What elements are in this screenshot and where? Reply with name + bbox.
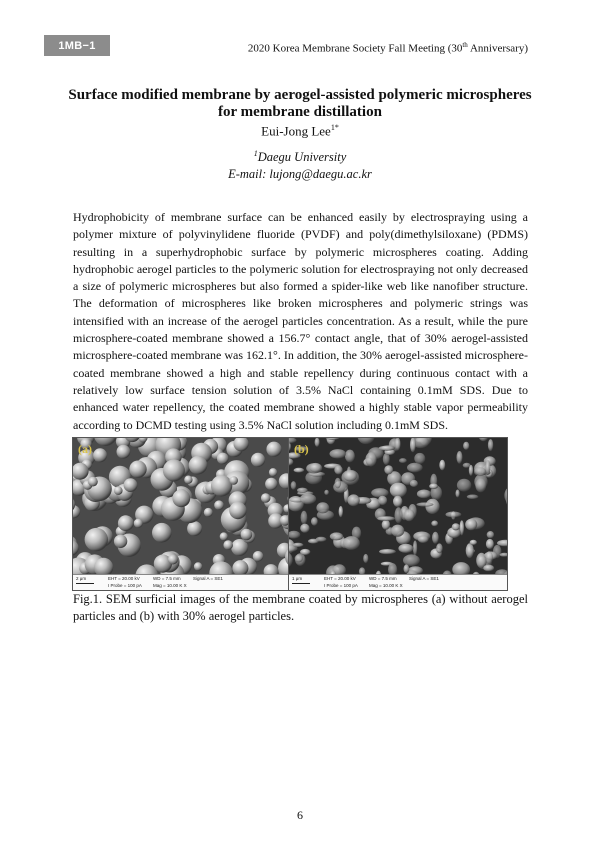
microsphere — [229, 476, 238, 485]
aerogel-particle — [486, 460, 491, 475]
header-superscript: th — [462, 41, 468, 49]
microsphere — [269, 468, 277, 476]
session-badge: 1MB−1 — [44, 35, 110, 56]
aerogel-particle — [446, 512, 462, 518]
aerogel-particle — [418, 536, 429, 543]
microsphere — [117, 445, 131, 459]
aerogel-particle — [345, 450, 355, 463]
aerogel-particle — [316, 537, 327, 542]
aerogel-particle — [486, 539, 494, 549]
microsphere — [184, 476, 192, 484]
aerogel-particle — [417, 502, 434, 506]
signal-b: Signal A = SE1 — [409, 576, 439, 581]
aerogel-particle — [330, 449, 347, 458]
aerogel-particle — [470, 540, 477, 545]
figure-caption: Fig.1. SEM surficial images of the membrane coated by microspheres (a) without aerogel particles and (b) with 30% aerogel particles. — [73, 592, 528, 623]
aerogel-particle — [316, 502, 329, 513]
aerogel-particle — [365, 452, 376, 466]
aerogel-particle — [293, 543, 304, 547]
aerogel-particle — [432, 532, 439, 544]
sem-image-b — [288, 437, 508, 591]
aerogel-particle — [457, 451, 463, 464]
aerogel-particle — [343, 536, 360, 550]
microsphere — [129, 461, 146, 478]
aerogel-particle — [407, 463, 423, 473]
microsphere — [241, 529, 253, 541]
aerogel-particle — [452, 523, 460, 530]
mag-a: Mag = 10.00 K X — [153, 583, 187, 588]
microspheres-texture — [73, 438, 291, 575]
aerogel-particle — [297, 488, 308, 493]
aerogel-particle — [395, 438, 401, 451]
aerogel-particle — [488, 439, 493, 451]
microsphere — [194, 562, 202, 570]
author-superscript: 1* — [330, 123, 339, 132]
aerogel-particle — [439, 460, 445, 471]
microsphere — [168, 555, 178, 565]
aerogel-particle — [399, 458, 407, 463]
aerogel-particle — [475, 479, 486, 493]
microsphere — [211, 475, 232, 496]
microsphere — [134, 519, 143, 528]
sem-data-bar-a — [73, 574, 291, 590]
scale-label-b: 1 μm — [292, 576, 303, 581]
aerogel-particle — [390, 483, 407, 498]
aerogel-particle — [413, 541, 417, 556]
microsphere — [261, 493, 271, 503]
microsphere — [229, 502, 246, 519]
figure-label-b: (b) — [294, 442, 309, 456]
aerogel-particle — [410, 438, 416, 452]
mag-b: Mag = 10.00 K X — [369, 583, 403, 588]
microsphere — [114, 535, 127, 548]
aerogel-particle — [295, 554, 303, 562]
aerogel-particle — [301, 511, 308, 525]
aerogel-particle — [465, 519, 477, 531]
aerogel-particle — [487, 531, 494, 538]
aerogel-particle — [398, 544, 413, 553]
scale-bar-b — [292, 583, 310, 584]
eht-b: EHT = 20.00 kV — [324, 576, 356, 581]
aerogel-particle — [483, 565, 494, 572]
aerogel-particle — [300, 524, 309, 533]
aerogel-particle — [431, 521, 438, 527]
aerogel-particle — [466, 543, 474, 558]
microsphere — [124, 478, 138, 492]
microsphere — [220, 532, 228, 540]
aerogel-particle — [429, 484, 438, 489]
microsphere — [251, 453, 265, 467]
microsphere — [88, 477, 98, 487]
aerogel-particle — [485, 551, 493, 564]
affiliation-superscript: 1 — [253, 149, 258, 158]
aerogel-particle — [300, 494, 316, 505]
microsphere — [253, 551, 264, 562]
affiliation — [0, 145, 600, 183]
aerogel-particle — [463, 442, 469, 450]
aerogel-particle — [467, 495, 479, 500]
aerogel-particle — [457, 479, 471, 492]
aerogel-particle — [410, 480, 418, 487]
aerogel-particle — [291, 481, 297, 490]
aerogel-particle — [379, 446, 395, 451]
microsphere — [223, 540, 233, 550]
email: E-mail: lujong@daegu.ac.kr — [228, 167, 372, 182]
microsphere — [163, 459, 185, 481]
microsphere — [85, 528, 108, 551]
aerogel-particle — [300, 549, 310, 555]
sem-image-a — [72, 437, 292, 591]
microsphere — [172, 489, 190, 507]
aerogel-particle — [395, 507, 403, 523]
aerogel-particle — [436, 543, 443, 553]
aerogel-web-texture — [289, 438, 507, 575]
iprobe-a: I Probe = 100 pA — [108, 583, 142, 588]
author — [0, 123, 600, 139]
aerogel-particle — [456, 490, 460, 498]
microsphere — [93, 448, 107, 462]
paper-title — [40, 87, 560, 121]
aerogel-particle — [315, 438, 320, 447]
aerogel-particle — [339, 506, 343, 517]
microsphere — [217, 453, 229, 465]
aerogel-particle — [311, 517, 318, 525]
header-text: 2020 Korea Membrane Society Fall Meeting (30 — [247, 42, 463, 55]
aerogel-particle — [414, 453, 425, 464]
microsphere — [189, 456, 208, 475]
sem-data-bar-b — [289, 574, 507, 590]
wd-b: WD = 7.5 mm — [369, 576, 397, 581]
aerogel-particle — [393, 496, 402, 507]
aerogel-particle — [404, 509, 415, 521]
microsphere — [214, 500, 224, 510]
signal-a: Signal A = SE1 — [193, 576, 223, 581]
aerogel-particle — [379, 549, 396, 554]
title-line-2: for membrane distillation — [218, 104, 382, 120]
aerogel-particle — [344, 471, 357, 482]
aerogel-particle — [404, 564, 410, 573]
aerogel-particle — [391, 525, 404, 537]
aerogel-particle — [294, 468, 305, 473]
iprobe-b: I Probe = 100 pA — [324, 583, 358, 588]
scale-bar-a — [76, 583, 94, 584]
microsphere — [118, 515, 134, 531]
aerogel-particle — [474, 467, 486, 476]
aerogel-particle — [382, 520, 390, 530]
microsphere — [265, 478, 277, 490]
eht-a: EHT = 20.00 kV — [108, 576, 140, 581]
microsphere — [152, 523, 172, 543]
aerogel-particle — [347, 494, 359, 506]
microsphere — [114, 486, 123, 495]
affiliation-name: Daegu University — [257, 150, 347, 165]
aerogel-particle — [384, 465, 393, 474]
header-text-end: Anniversary) — [467, 42, 528, 55]
conference-header — [248, 41, 528, 55]
microsphere — [266, 442, 281, 457]
affiliation-line — [0, 145, 600, 166]
aerogel-particle — [371, 488, 388, 497]
abstract — [73, 209, 528, 434]
scale-label-a: 2 μm — [76, 576, 87, 581]
aerogel-particle — [310, 463, 322, 473]
microsphere — [204, 508, 213, 517]
aerogel-particle — [469, 465, 473, 476]
aerogel-particle — [377, 516, 395, 521]
title-line-1: Surface modified membrane by aerogel-assisted polymeric microspheres — [68, 87, 532, 103]
abstract-text: Hydrophobicity of membrane surface can be enhanced easily by electrospraying using a polymer mixture of polyvinylidene fluoride (PVDF) and poly(dimethylsiloxane) (PDMS) resulting in a superhydrophobic surface by polymeric microspheres coating. Adding hydrophobic aerogel particles to the polymeric solution for electrospraying not only decreased a size of polymeric microspheres but also formed a spider-like web like nanofiber structure. The deformation of microspheres like broken microspheres and polymeric strings was intensified with an increase of the aerogel particles concentration. As a result, while the pure microsphere-coated membrane showed a 156.7° contact angle, that of 30% aerogel-assisted microsphere-coated membrane was 162.1°. In addition, the 30% aerogel-assisted microsphere-coated membrane showed a high and stable repellency during continuous contact with a relatively low surface tension solution of 3.5% NaCl containing 0.1mM SDS. Due to enhanced water repellency, the coated membrane showed a highly stable vapor permeability according to DCMD testing using 3.5% NaCl solution including 0.1mM SDS. — [73, 210, 528, 432]
aerogel-particle — [363, 554, 368, 563]
aerogel-particle — [330, 532, 343, 540]
aerogel-particle — [417, 490, 431, 499]
aerogel-particle — [403, 554, 420, 566]
figure-label-a: (a) — [78, 442, 92, 456]
aerogel-particle — [335, 478, 341, 489]
aerogel-particle — [378, 496, 387, 505]
author-name: Eui-Jong Lee — [261, 123, 331, 139]
wd-a: WD = 7.5 mm — [153, 576, 181, 581]
aerogel-particle — [324, 490, 329, 495]
aerogel-particle — [334, 466, 342, 475]
page-number: 6 — [297, 808, 303, 822]
microsphere — [187, 521, 202, 536]
